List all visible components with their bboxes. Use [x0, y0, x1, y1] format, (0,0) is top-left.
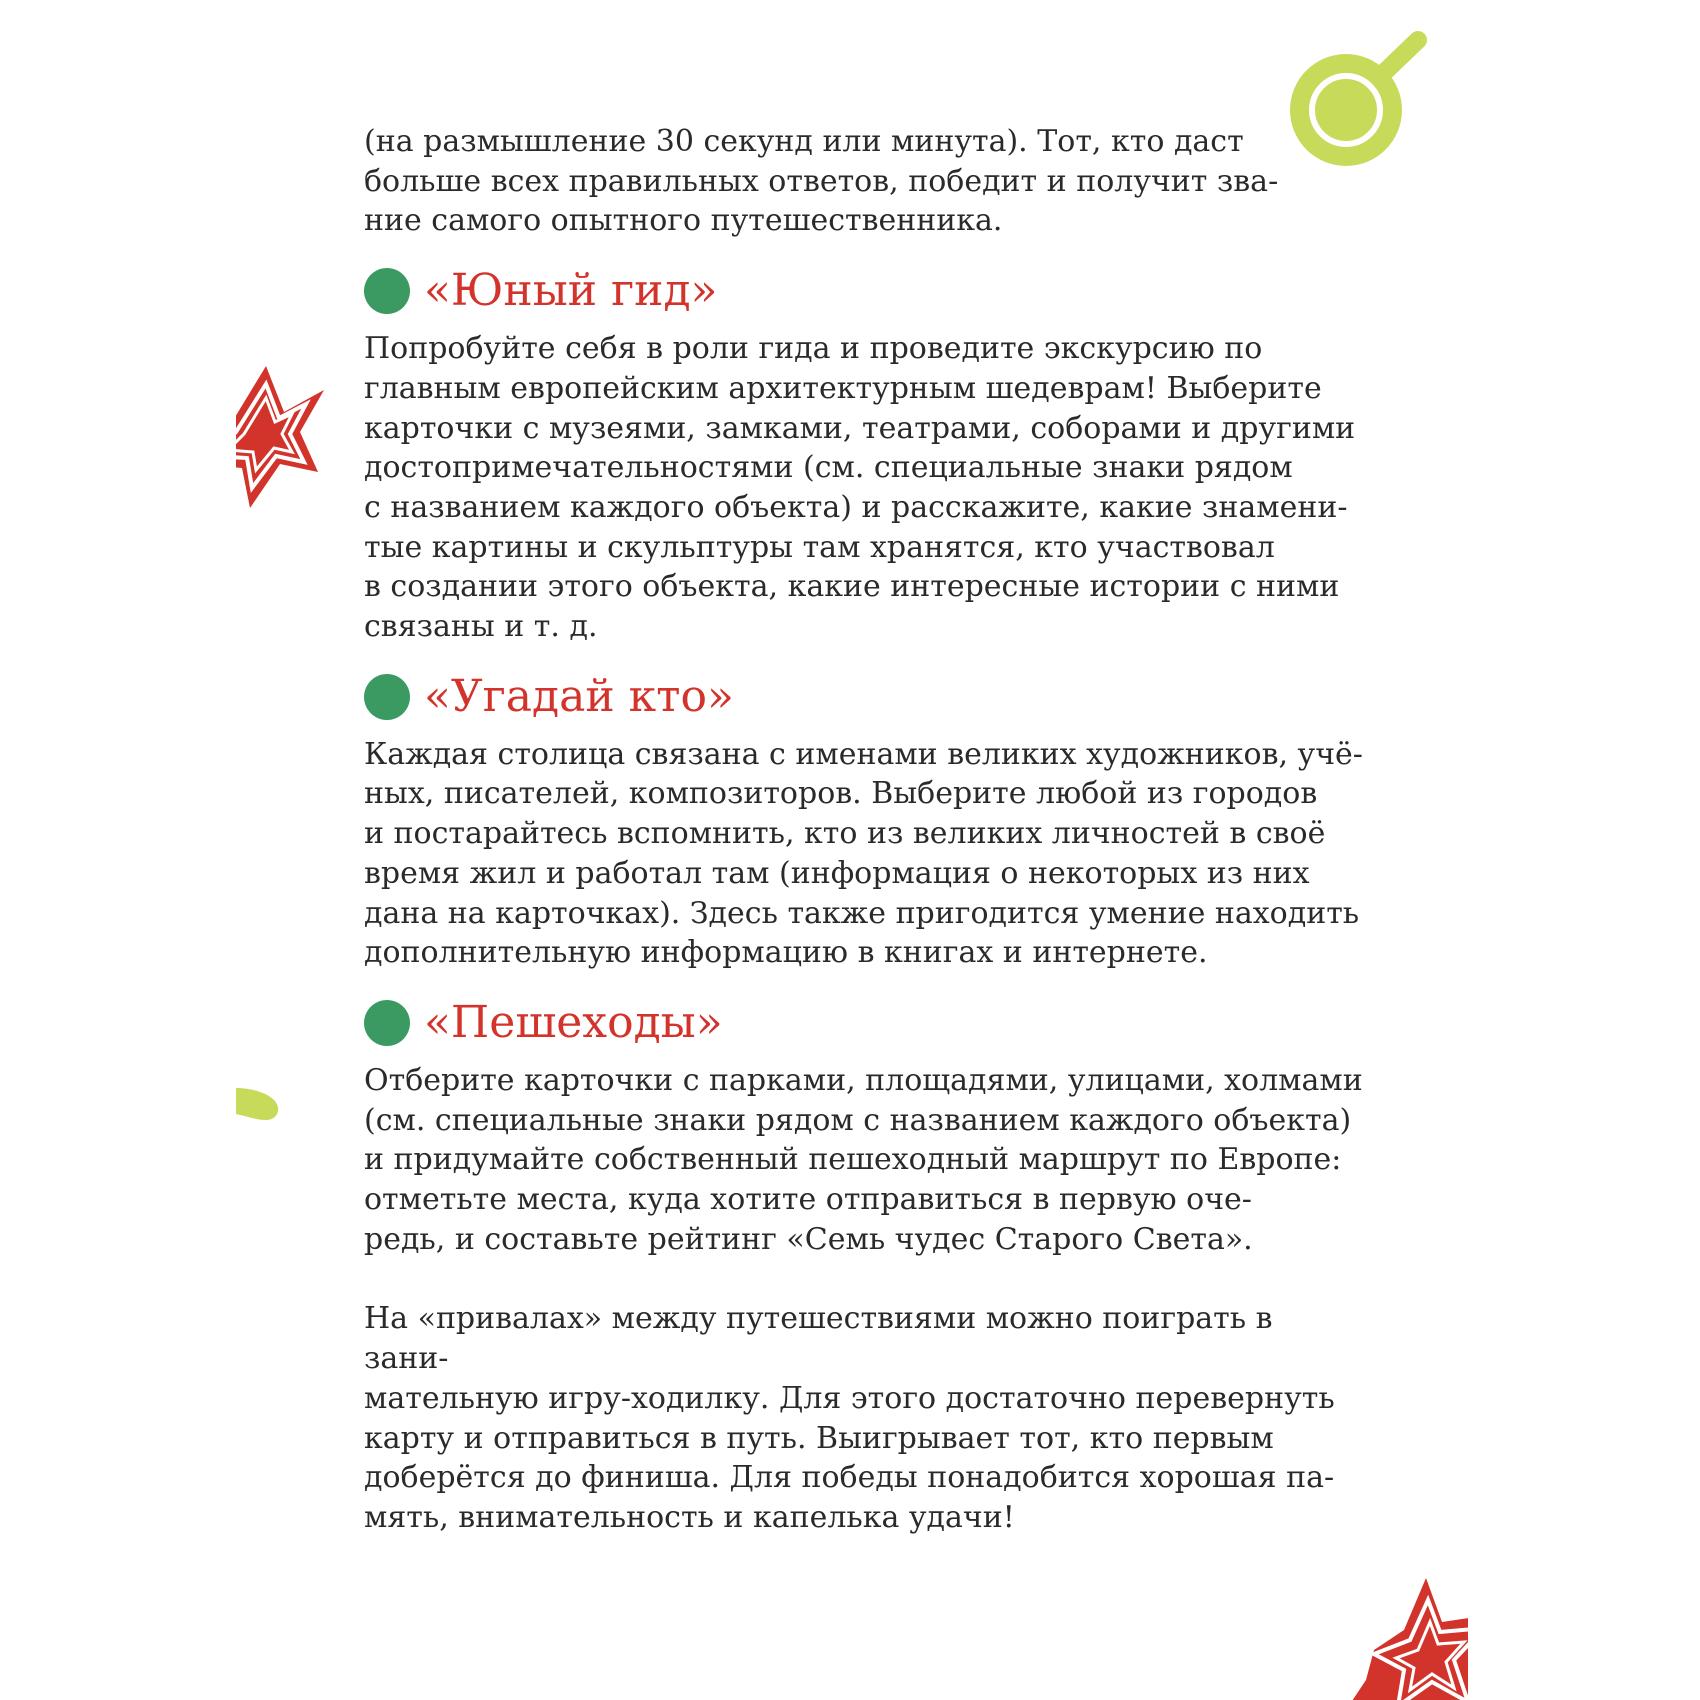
section-heading-pedestrians: [364, 991, 1364, 1055]
bullet-dot-icon: [364, 674, 410, 720]
star-icon: [236, 360, 326, 520]
section-title: «Пешеходы»: [424, 996, 723, 1048]
section-heading-young-guide: [364, 259, 1364, 323]
section-body: Попробуйте себя в роли гида и проведите экскурсию по главным европейским архитектурным шедеврам! Выберите карточки с музеями, замками, театрами, соборами и другими достопримечательностями (см. специальные знаки рядом с названием каждого объекта) и расскажите, какие знамени- тые картины и скульптуры там хранятся, кто участвовал в создании этого объекта, какие интересные истории с ними связаны и т. д.: [364, 331, 1356, 645]
star-icon: [1346, 1570, 1468, 1700]
blob-icon: [236, 1086, 280, 1124]
intro-paragraph: (на размышление 30 секунд или минута). Тот, кто даст больше всех правильных ответов, победит и получит зва- ние самого опытного путешественника.: [364, 124, 1279, 239]
text-column: [364, 122, 1364, 1538]
section-title: «Юный гид»: [424, 265, 718, 317]
closing-paragraph: На «привалах» между путешествиями можно поиграть в зани- мательную игру-ходилку. Для этого достаточно перевернуть карту и отправиться в путь. Выигрывает тот, кто первым доберётся до финиша. Для победы понадобится хорошая па- мять, внимательность и капелька удачи!: [364, 1301, 1335, 1535]
document-page: [236, 0, 1468, 1700]
section-body: Отберите карточки с парками, площадями, улицами, холмами (см. специальные знаки рядом с названием каждого объекта) и придумайте собственный пешеходный маршрут по Европе: отметьте места, куда хотите отправиться в первую оче- редь, и составьте рейтинг «Семь чудес Старого Света».: [364, 1062, 1363, 1257]
bullet-dot-icon: [364, 1000, 410, 1046]
section-title: «Угадай кто»: [424, 670, 734, 722]
bullet-dot-icon: [364, 268, 410, 314]
section-body: Каждая столица связана с именами великих художников, учё- ных, писателей, композиторов. Выберите любой из городов и постарайтесь вспомнить, кто из великих личностей в своё время жил и работал там (информация о некоторых из них дана на карточках). Здесь также пригодится умение находить дополнительную информацию в книгах и интернете.: [364, 736, 1363, 971]
section-heading-guess-who: [364, 665, 1364, 729]
spacer: [364, 1259, 1364, 1299]
